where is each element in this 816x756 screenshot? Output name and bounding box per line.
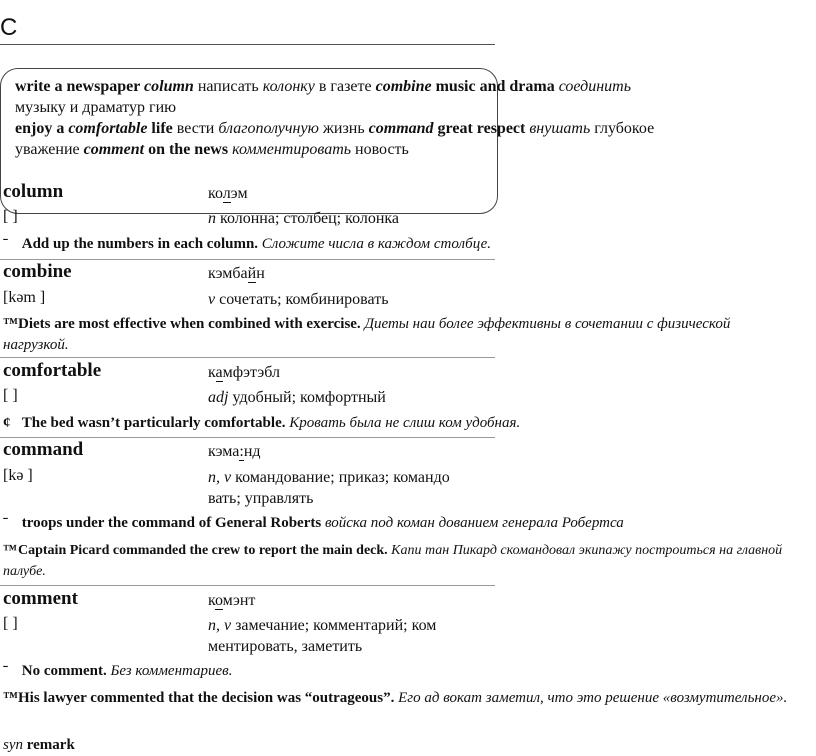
separator [0, 585, 495, 586]
separator [0, 357, 495, 358]
headword-column: column [3, 181, 64, 202]
example-comment-1: ˉ No comment. Без комментариев. [3, 663, 233, 679]
meaning-column: n колонна; столбец; колонка [208, 210, 400, 227]
ipa-column: [ ] [3, 208, 18, 225]
separator [0, 259, 495, 260]
example-command-1: ˉ troops under the command of General Roberts войска под коман дованием генерала Робертса [3, 515, 624, 531]
transcription-comfortable: камфэтэбл [208, 364, 280, 381]
example-column-1: ˉ Add up the numbers in each column. Сложите числа в каждом столбце. [3, 236, 491, 252]
headword-comfortable: comfortable [3, 360, 102, 381]
example-comfortable-1: ¢ The bed wasn’t particularly comfortable. Кровать была не слиш ком удобная. [3, 415, 521, 431]
example-comment-2: ™His lawyer commented that the decision was “outrageous”. Его ад вокат заметил, что это решение «возмутительное». [3, 690, 788, 706]
synonym-comment: syn remark [3, 737, 75, 753]
headword-combine: combine [3, 261, 72, 282]
example-command-2: ™Captain Picard commanded the crew to report the main deck. Капи тан Пикард скомандовал экипажу построиться на главной палубе. [3, 543, 783, 579]
section-letter: С [0, 14, 18, 41]
separator [0, 437, 495, 438]
collocation-line-2: музыку и драматур гию [15, 99, 177, 116]
headword-command: command [3, 439, 84, 460]
collocation-line-4: уважение comment on the news комментировать новость [15, 141, 409, 158]
meaning-comfortable: adj удобный; комфортный [208, 389, 386, 406]
transcription-comment: комэнт [208, 592, 256, 609]
ipa-command: [kə ] [3, 467, 33, 484]
headword-comment: comment [3, 588, 78, 609]
collocation-line-3: enjoy a comfortable life вести благополучную жизнь command great respect внушать глубокое [15, 120, 655, 137]
example-combine-1: ™Diets are most effective when combined with exercise. Диеты наи более эффективны в сочетании с физической нагрузкой. [3, 316, 731, 353]
transcription-combine: кэмбайн [208, 265, 265, 282]
meaning-comment: n, v замечание; комментарий; ком ментировать, заметить [208, 617, 437, 655]
ipa-comment: [ ] [3, 615, 18, 632]
transcription-column: колэм [208, 185, 248, 202]
meaning-combine: v сочетать; комбинировать [208, 291, 389, 308]
transcription-command: кэма:нд [208, 443, 261, 460]
ipa-combine: [kəm ] [3, 289, 46, 306]
collocation-line-1: write a newspaper column написать колонку в газете combine music and drama соединить [15, 78, 631, 95]
top-rule [0, 44, 495, 45]
meaning-command: n, v командование; приказ; командо вать; управлять [208, 469, 450, 507]
ipa-comfortable: [ ] [3, 387, 18, 404]
